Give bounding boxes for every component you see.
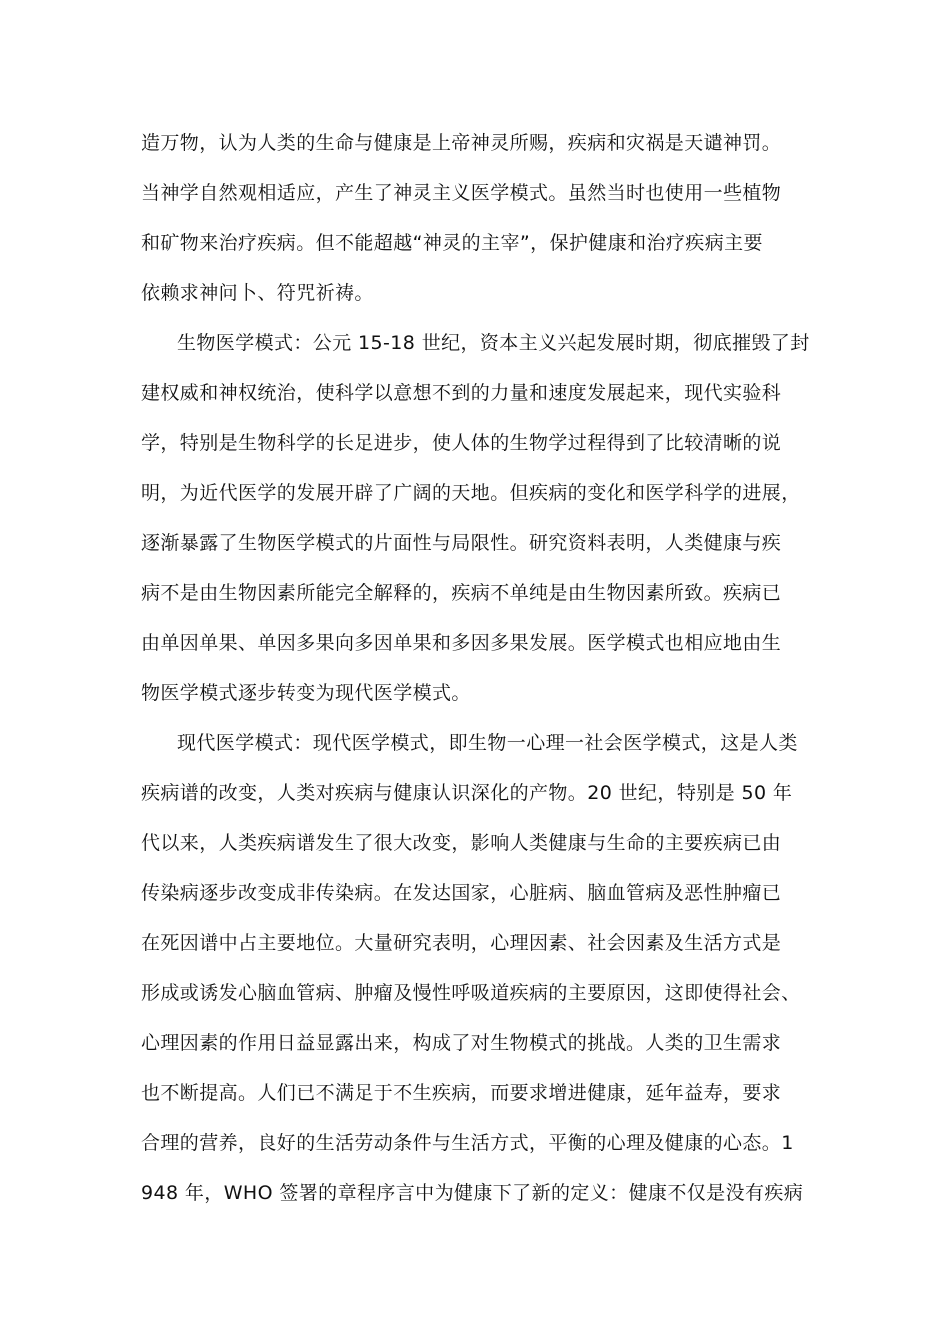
text-line: 传染病逐步改变成非传染病。在发达国家，心脏病、脑血管病及恶性肿瘤已	[141, 882, 782, 904]
text-line: 也不断提高。人们已不满足于不生疾病，而要求增进健康，延年益寿，要求	[141, 1082, 782, 1104]
text-line: 合理的营养，良好的生活劳动条件与生活方式，平衡的心理及健康的心态。1	[141, 1132, 794, 1154]
text-line: 和矿物来治疗疾病。但不能超越“神灵的主宰”，保护健康和治疗疾病主要	[141, 232, 763, 254]
document-body	[141, 118, 821, 1218]
text-line: 逐渐暴露了生物医学模式的片面性与局限性。研究资料表明，人类健康与疾	[141, 532, 782, 554]
text-line: 造万物，认为人类的生命与健康是上帝神灵所赐，疾病和灾祸是天谴神罚。	[141, 132, 782, 154]
paragraph-modern-model	[141, 718, 821, 1218]
text-line: 物医学模式逐步转变为现代医学模式。	[141, 682, 471, 704]
paragraph-biomedical-model	[141, 318, 821, 718]
text-line: 生物医学模式：公元 15-18 世纪，资本主义兴起发展时期，彻底摧毁了封	[177, 332, 810, 354]
text-line: 代以来，人类疾病谱发生了很大改变，影响人类健康与生命的主要疾病已由	[141, 832, 782, 854]
text-line: 由单因单果、单因多果向多因单果和多因多果发展。医学模式也相应地由生	[141, 632, 782, 654]
text-line: 形成或诱发心脑血管病、肿瘤及慢性呼吸道疾病的主要原因，这即使得社会、	[141, 982, 801, 1004]
text-line: 948 年，WHO 签署的章程序言中为健康下了新的定义：健康不仅是没有疾病	[141, 1182, 804, 1204]
text-line: 病不是由生物因素所能完全解释的，疾病不单纯是由生物因素所致。疾病已	[141, 582, 782, 604]
text-line: 建权威和神权统治，使科学以意想不到的力量和速度发展起来，现代实验科	[141, 382, 782, 404]
text-line: 现代医学模式：现代医学模式，即生物一心理一社会医学模式，这是人类	[177, 732, 798, 754]
text-line: 在死因谱中占主要地位。大量研究表明，心理因素、社会因素及生活方式是	[141, 932, 782, 954]
text-line: 当神学自然观相适应，产生了神灵主义医学模式。虽然当时也使用一些植物	[141, 182, 782, 204]
text-line: 明，为近代医学的发展开辟了广阔的天地。但疾病的变化和医学科学的进展，	[141, 482, 801, 504]
paragraph-theological-model	[141, 118, 821, 318]
text-line: 心理因素的作用日益显露出来，构成了对生物模式的挑战。人类的卫生需求	[141, 1032, 782, 1054]
text-line: 疾病谱的改变，人类对疾病与健康认识深化的产物。20 世纪，特别是 50 年	[141, 782, 793, 804]
text-line: 依赖求神问卜、符咒祈祷。	[141, 282, 374, 304]
text-line: 学，特别是生物科学的长足进步，使人体的生物学过程得到了比较清晰的说	[141, 432, 782, 454]
